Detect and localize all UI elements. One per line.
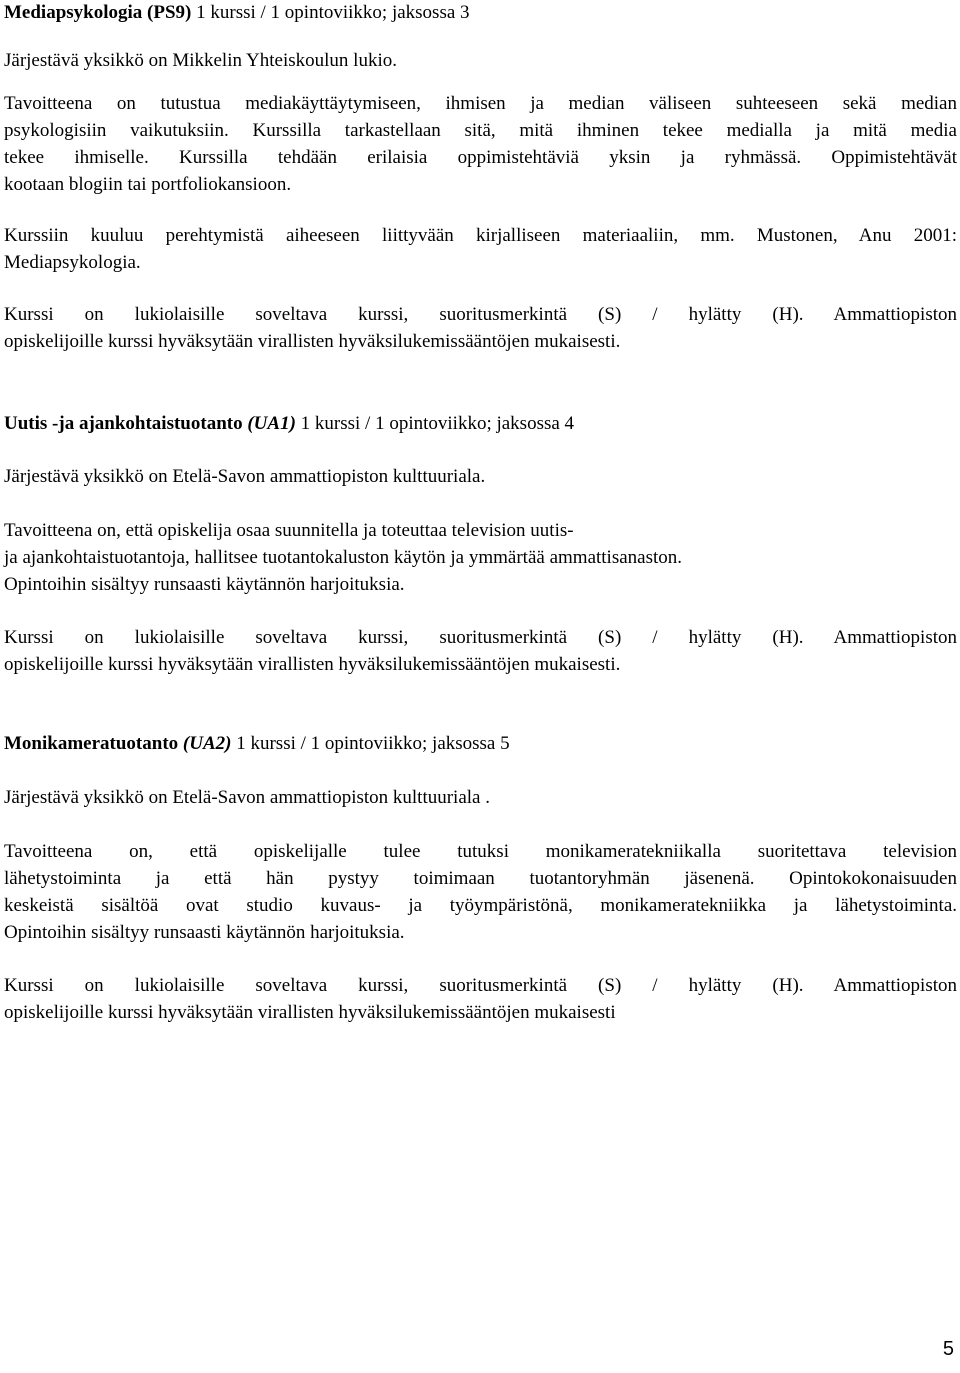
goal-line: Tavoitteena on, että opiskelija osaa suunnitella ja toteuttaa television uutis-: [4, 520, 574, 541]
note-line: opiskelijoille kurssi hyväksytään virallisten hyväksilukemissääntöjen mukaisesti: [4, 1002, 616, 1023]
goal-line: psykologisiin vaikutuksiin. Kurssilla tarkastellaan sitä, mitä ihminen tekee medialla ja mitä media: [4, 120, 957, 141]
goal-line: kootaan blogiin tai portfoliokansioon.: [4, 174, 292, 195]
organizer-text: Järjestävä yksikkö on Etelä-Savon ammattiopiston kulttuuriala .: [4, 787, 490, 808]
goal-line: ja ajankohtaistuotantoja, hallitsee tuotantokaluston käytön ja ymmärtää ammattisanaston.: [4, 547, 683, 568]
course-code: (UA1): [247, 413, 296, 434]
section-title-mediapsykologia: [4, 0, 470, 26]
literature-line: Kurssiin kuuluu perehtymistä aiheeseen liittyvään kirjalliseen materiaaliin, mm. Mustonen, Anu 2001:: [4, 225, 957, 246]
course-code: (UA2): [182, 733, 232, 754]
goal-line: Tavoitteena on tutustua mediakäyttäytymiseen, ihmisen ja median väliseen suhteeseen sekä median: [4, 93, 957, 114]
literature-line: Mediapsykologia.: [4, 252, 141, 273]
goal-line: Tavoitteena on, että opiskelijalle tulee tutuksi monikameratekniikalla suoritettava television: [4, 841, 957, 862]
page-number: 5: [942, 1338, 954, 1360]
organizer-text: Järjestävä yksikkö on Etelä-Savon ammattiopiston kulttuuriala.: [4, 466, 486, 487]
course-details: 1 kurssi / 1 opintoviikko; jaksossa 5: [231, 733, 510, 754]
goal-line: Opintoihin sisältyy runsaasti käytännön harjoituksia.: [4, 922, 405, 943]
section-title-monikamera: [4, 731, 510, 757]
note-line: Kurssi on lukiolaisille soveltava kurssi, suoritusmerkintä (S) / hylätty (H). Ammattiopiston: [4, 627, 957, 648]
note-line: Kurssi on lukiolaisille soveltava kurssi, suoritusmerkintä (S) / hylätty (H). Ammattiopiston: [4, 304, 957, 325]
note-line: opiskelijoille kurssi hyväksytään virallisten hyväksilukemissääntöjen mukaisesti.: [4, 654, 621, 675]
course-name: Uutis -ja ajankohtaistuotanto: [4, 413, 243, 434]
course-details: 1 kurssi / 1 opintoviikko; jaksossa 3: [191, 2, 470, 23]
note-line: opiskelijoille kurssi hyväksytään virallisten hyväksilukemissääntöjen mukaisesti.: [4, 331, 621, 352]
note-line: Kurssi on lukiolaisille soveltava kurssi, suoritusmerkintä (S) / hylätty (H). Ammattiopiston: [4, 975, 957, 996]
goal-line: lähetystoiminta ja että hän pystyy toimimaan tuotantoryhmän jäsenenä. Opintokokonaisuuden: [4, 868, 957, 889]
goal-line: tekee ihmiselle. Kurssilla tehdään erilaisia oppimistehtäviä yksin ja ryhmässä. Oppimistehtävät: [4, 147, 957, 168]
goal-line: keskeistä sisältöä ovat studio kuvaus- ja työympäristönä, monikameratekniikka ja lähetystoiminta.: [4, 895, 957, 916]
goal-line: Opintoihin sisältyy runsaasti käytännön harjoituksia.: [4, 574, 405, 595]
course-name: Mediapsykologia (PS9): [4, 2, 192, 23]
organizer-text: Järjestävä yksikkö on Mikkelin Yhteiskoulun lukio.: [4, 50, 397, 71]
section-title-uutis: [4, 411, 574, 437]
course-name: Monikameratuotanto: [4, 733, 179, 754]
course-details: 1 kurssi / 1 opintoviikko; jaksossa 4: [295, 413, 575, 434]
